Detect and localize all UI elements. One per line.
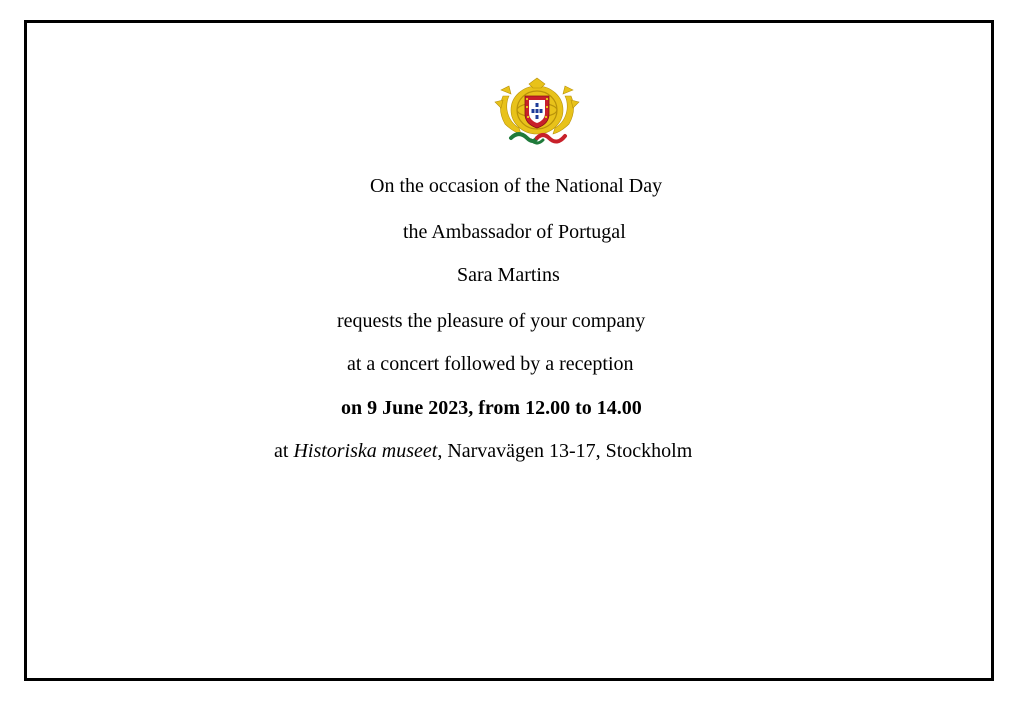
venue-prefix: at xyxy=(274,440,294,462)
portugal-coat-of-arms-icon xyxy=(491,76,583,148)
occasion-text: On the occasion of the National Day xyxy=(370,175,663,197)
invitation-card xyxy=(24,20,994,681)
venue-address: , Narvavägen 13-17, Stockholm xyxy=(437,440,693,462)
event-type-text: at a concert followed by a reception xyxy=(347,353,634,375)
request-text: requests the pleasure of your company xyxy=(337,310,646,332)
date-time-text: on 9 June 2023, from 12.00 to 14.00 xyxy=(341,397,642,419)
host-title-text: the Ambassador of Portugal xyxy=(403,221,626,243)
venue-text xyxy=(274,441,692,461)
host-name-text: Sara Martins xyxy=(457,264,560,286)
venue-name: Historiska museet xyxy=(293,440,438,462)
